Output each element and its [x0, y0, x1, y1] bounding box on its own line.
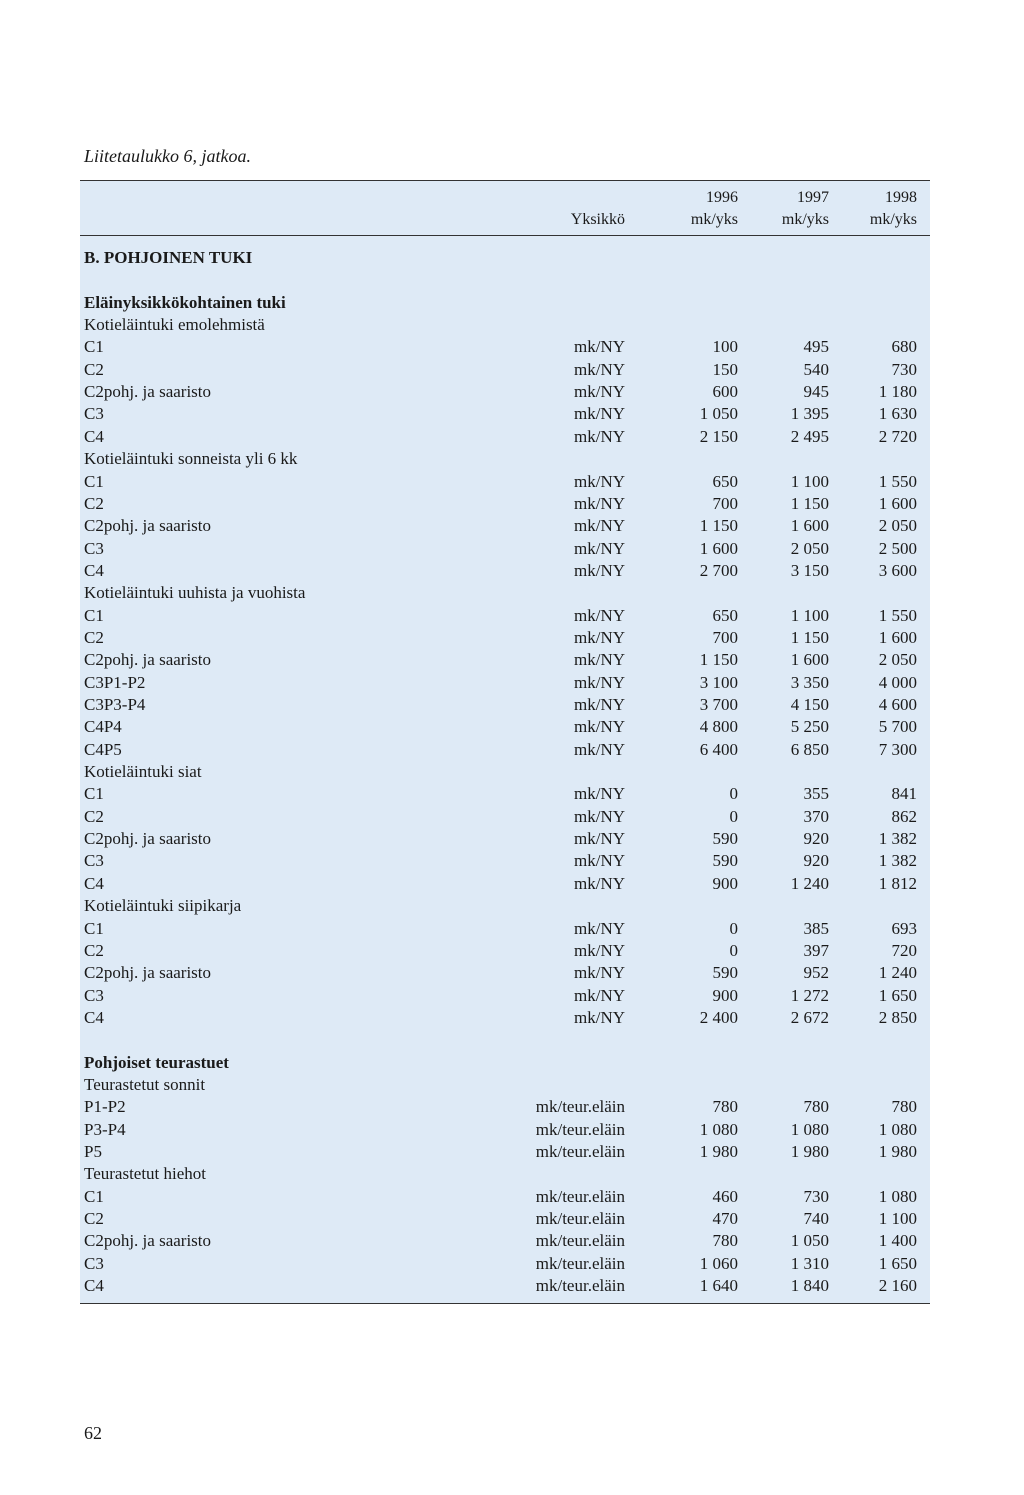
value-1998: 1 080	[878, 1119, 917, 1139]
row-unit: mk/teur.eläin	[535, 1209, 625, 1229]
value-1996: 780	[712, 1231, 738, 1251]
table-row	[80, 247, 930, 269]
table-row	[80, 1096, 930, 1118]
value-1997: 1 980	[790, 1142, 829, 1161]
value-1996: 700	[712, 493, 738, 513]
table-row	[80, 426, 930, 448]
year-header: 1998	[885, 189, 917, 206]
row-label: C2pohj. ja saaristo	[84, 963, 212, 983]
row-label: C2	[84, 359, 104, 379]
row-unit: mk/NY	[574, 985, 625, 1005]
value-1998: 1 630	[878, 404, 917, 424]
row-label: C3P3-P4	[84, 695, 146, 714]
table-row	[80, 1119, 930, 1141]
table-row	[80, 739, 930, 761]
row-label: C4	[84, 873, 104, 893]
table-row	[80, 1230, 930, 1252]
row-label: C2pohj. ja saaristo	[84, 516, 212, 536]
row-unit: mk/NY	[574, 471, 625, 491]
row-unit: mk/teur.eläin	[535, 1097, 625, 1117]
row-label: Kotieläintuki sonneista yli 6 kk	[84, 449, 298, 469]
row-label: Teurastetut sonnit	[84, 1074, 206, 1094]
value-1996: 2 700	[699, 560, 738, 580]
value-1997: 5 250	[790, 717, 829, 737]
row-unit: mk/NY	[574, 627, 625, 647]
value-1997: 1 100	[790, 605, 829, 625]
value-1997: 730	[803, 1186, 829, 1206]
value-1996: 650	[712, 471, 738, 491]
year-unit-header: mk/yks	[869, 211, 917, 228]
row-unit: mk/NY	[574, 695, 625, 714]
table-row	[80, 493, 930, 515]
value-1996: 590	[712, 829, 738, 849]
value-1996: 100	[712, 337, 738, 357]
year-unit-header: mk/yks	[690, 211, 738, 228]
row-unit: mk/NY	[574, 426, 625, 446]
table-row	[80, 292, 930, 314]
row-label: C2	[84, 1209, 104, 1229]
table-row	[80, 694, 930, 716]
value-1997: 952	[803, 963, 829, 983]
row-unit: mk/NY	[574, 918, 625, 938]
value-1996: 900	[712, 873, 738, 893]
value-1998: 1 382	[878, 851, 917, 871]
row-label: P3-P4	[84, 1119, 126, 1139]
value-1996: 0	[729, 784, 738, 804]
row-label: Kotieläintuki uuhista ja vuohista	[84, 583, 306, 603]
table-row	[80, 649, 930, 671]
value-1997: 1 840	[790, 1276, 829, 1296]
row-unit: mk/NY	[574, 717, 625, 737]
table-row	[80, 1208, 930, 1230]
value-1996: 470	[712, 1209, 738, 1229]
year-unit-header: mk/yks	[781, 211, 829, 228]
value-1996: 590	[712, 851, 738, 871]
row-label: C1	[84, 784, 104, 804]
table-row	[80, 1253, 930, 1275]
value-1996: 1 060	[699, 1253, 738, 1273]
row-unit: mk/teur.eläin	[535, 1253, 625, 1273]
row-unit: mk/NY	[574, 1007, 625, 1027]
value-1996: 1 150	[699, 516, 738, 536]
value-1997: 6 850	[790, 739, 829, 759]
value-1998: 1 240	[878, 963, 917, 983]
value-1998: 5 700	[878, 717, 917, 737]
row-label: Eläinyksikkökohtainen tuki	[84, 292, 286, 312]
row-label: C4	[84, 560, 104, 580]
value-1997: 920	[803, 829, 829, 849]
row-label: C3	[84, 404, 104, 424]
value-1997: 540	[803, 359, 829, 379]
value-1998: 2 720	[878, 426, 917, 446]
table-row	[80, 627, 930, 649]
row-unit: mk/NY	[574, 851, 625, 871]
value-1996: 1 150	[699, 650, 738, 670]
value-1998: 1 550	[878, 471, 917, 491]
value-1997: 1 100	[790, 471, 829, 491]
value-1998: 1 550	[878, 605, 917, 625]
value-1997: 1 310	[790, 1253, 829, 1273]
row-unit: mk/NY	[574, 650, 625, 670]
value-1997: 3 350	[790, 672, 829, 692]
value-1998: 1 400	[878, 1231, 917, 1251]
value-1998: 1 100	[878, 1209, 917, 1229]
value-1998: 2 050	[878, 650, 917, 670]
value-1998: 1 600	[878, 493, 917, 513]
value-1997: 780	[803, 1097, 829, 1117]
table-row	[80, 783, 930, 805]
table-row	[80, 716, 930, 738]
value-1997: 1 050	[790, 1231, 829, 1251]
row-label: C3	[84, 985, 104, 1005]
row-label: C4	[84, 1276, 104, 1296]
table-row	[80, 1275, 930, 1297]
table-row	[80, 1141, 930, 1163]
value-1996: 0	[729, 806, 738, 826]
unit-column-header: Yksikkö	[570, 211, 625, 228]
row-label: C1	[84, 471, 104, 491]
value-1996: 4 800	[699, 717, 738, 737]
value-1997: 2 672	[790, 1007, 829, 1027]
row-label: C1	[84, 605, 104, 625]
row-unit: mk/NY	[574, 404, 625, 424]
value-1997: 1 600	[790, 516, 829, 536]
value-1998: 1 650	[878, 985, 917, 1005]
table-row	[80, 895, 930, 917]
value-1997: 385	[803, 918, 829, 938]
value-1996: 6 400	[699, 739, 738, 759]
table-row	[80, 1074, 930, 1096]
row-unit: mk/NY	[574, 940, 625, 960]
table-row	[80, 806, 930, 828]
table-row	[80, 940, 930, 962]
value-1998: 1 382	[878, 829, 917, 849]
value-1998: 1 180	[878, 382, 917, 402]
table-row	[80, 515, 930, 537]
row-label: Pohjoiset teurastuet	[84, 1052, 229, 1072]
row-label: C2	[84, 627, 104, 647]
value-1998: 7 300	[878, 739, 917, 759]
value-1998: 1 650	[878, 1253, 917, 1273]
table-header	[80, 181, 930, 236]
table-row	[80, 359, 930, 381]
value-1998: 3 600	[878, 560, 917, 580]
value-1997: 2 050	[790, 538, 829, 558]
year-header: 1997	[797, 189, 829, 206]
row-label: C4	[84, 426, 104, 446]
row-label: Teurastetut hiehot	[84, 1164, 207, 1184]
value-1998: 2 160	[878, 1276, 917, 1296]
value-1996: 700	[712, 627, 738, 647]
row-label: C3P1-P2	[84, 672, 146, 692]
row-label: C3	[84, 851, 104, 871]
row-label: C2	[84, 940, 104, 960]
row-unit: mk/NY	[574, 538, 625, 558]
value-1996: 0	[729, 940, 738, 960]
value-1996: 1 080	[699, 1119, 738, 1139]
row-label: C3	[84, 1253, 104, 1273]
row-unit: mk/NY	[574, 784, 625, 804]
value-1997: 3 150	[790, 560, 829, 580]
row-unit: mk/NY	[574, 382, 625, 402]
table-row	[80, 1163, 930, 1185]
table-row	[80, 448, 930, 470]
value-1996: 1 640	[699, 1276, 738, 1296]
table-row	[80, 962, 930, 984]
table-row	[80, 985, 930, 1007]
row-label: C4	[84, 1007, 104, 1027]
table-row	[80, 269, 930, 291]
value-1996: 1 050	[699, 404, 738, 424]
value-1997: 1 240	[790, 873, 829, 893]
row-unit: mk/NY	[574, 359, 625, 379]
row-label: C1	[84, 918, 104, 938]
value-1997: 2 495	[790, 426, 829, 446]
row-label: Kotieläintuki siat	[84, 762, 202, 782]
table-row	[80, 850, 930, 872]
value-1997: 355	[803, 784, 829, 804]
table-row	[80, 403, 930, 425]
row-label: P1-P2	[84, 1097, 126, 1117]
value-1998: 2 500	[878, 538, 917, 558]
row-label: C2	[84, 806, 104, 826]
value-1998: 1 980	[878, 1142, 917, 1161]
value-1997: 4 150	[790, 695, 829, 714]
value-1996: 0	[729, 918, 738, 938]
value-1998: 1 812	[878, 873, 917, 893]
row-unit: mk/teur.eläin	[535, 1119, 625, 1139]
value-1998: 841	[891, 784, 917, 804]
table-row	[80, 381, 930, 403]
table-row	[80, 1029, 930, 1051]
value-1998: 780	[891, 1097, 917, 1117]
table-row	[80, 605, 930, 627]
value-1997: 945	[803, 382, 829, 402]
value-1998: 680	[891, 337, 917, 357]
row-label: C2pohj. ja saaristo	[84, 829, 212, 849]
row-unit: mk/teur.eläin	[535, 1276, 625, 1296]
table-row	[80, 1052, 930, 1074]
value-1997: 740	[803, 1209, 829, 1229]
table-row	[80, 1186, 930, 1208]
value-1997: 397	[803, 940, 829, 960]
row-unit: mk/NY	[574, 873, 625, 893]
value-1997: 1 150	[790, 627, 829, 647]
row-label: C4P4	[84, 717, 122, 737]
row-unit: mk/teur.eläin	[535, 1231, 625, 1251]
value-1996: 3 700	[699, 695, 738, 714]
table-row	[80, 918, 930, 940]
value-1998: 2 050	[878, 516, 917, 536]
value-1996: 2 400	[699, 1007, 738, 1027]
table-row	[80, 471, 930, 493]
value-1997: 920	[803, 851, 829, 871]
row-label: B. POHJOINEN TUKI	[84, 248, 253, 267]
row-label: C2pohj. ja saaristo	[84, 382, 212, 402]
value-1996: 150	[712, 359, 738, 379]
value-1996: 900	[712, 985, 738, 1005]
table-row	[80, 1007, 930, 1029]
row-unit: mk/NY	[574, 672, 625, 692]
value-1996: 2 150	[699, 426, 738, 446]
row-label: C2pohj. ja saaristo	[84, 1231, 212, 1251]
row-label: Kotieläintuki emolehmistä	[84, 315, 265, 335]
row-label: C1	[84, 1186, 104, 1206]
value-1997: 1 600	[790, 650, 829, 670]
row-unit: mk/NY	[574, 963, 625, 983]
value-1997: 1 395	[790, 404, 829, 424]
value-1998: 1 080	[878, 1186, 917, 1206]
row-unit: mk/NY	[574, 739, 625, 759]
value-1996: 780	[712, 1097, 738, 1117]
table-row	[80, 761, 930, 783]
row-unit: mk/NY	[574, 337, 625, 357]
value-1996: 3 100	[699, 672, 738, 692]
value-1998: 862	[891, 806, 917, 826]
value-1997: 1 080	[790, 1119, 829, 1139]
row-unit: mk/NY	[574, 516, 625, 536]
table-row	[80, 560, 930, 582]
row-label: C2pohj. ja saaristo	[84, 650, 212, 670]
table-row	[80, 314, 930, 336]
value-1996: 600	[712, 382, 738, 402]
value-1998: 2 850	[878, 1007, 917, 1027]
row-unit: mk/NY	[574, 560, 625, 580]
row-label: C1	[84, 337, 104, 357]
row-label: C4P5	[84, 739, 122, 759]
data-table	[80, 180, 930, 1304]
table-row	[80, 672, 930, 694]
row-label: Kotieläintuki siipikarja	[84, 896, 242, 916]
value-1998: 720	[891, 940, 917, 960]
value-1997: 370	[803, 806, 829, 826]
row-label: C2	[84, 493, 104, 513]
value-1997: 1 150	[790, 493, 829, 513]
table-row	[80, 828, 930, 850]
row-unit: mk/NY	[574, 605, 625, 625]
row-label: C3	[84, 538, 104, 558]
value-1996: 590	[712, 963, 738, 983]
value-1998: 1 600	[878, 627, 917, 647]
row-unit: mk/NY	[574, 806, 625, 826]
value-1998: 4 000	[878, 672, 917, 692]
value-1996: 460	[712, 1186, 738, 1206]
row-unit: mk/NY	[574, 493, 625, 513]
value-1997: 1 272	[790, 985, 829, 1005]
table-row	[80, 538, 930, 560]
table-row	[80, 582, 930, 604]
value-1996: 1 980	[699, 1142, 738, 1161]
row-label: P5	[84, 1142, 102, 1161]
value-1996: 650	[712, 605, 738, 625]
value-1997: 495	[803, 337, 829, 357]
table-row	[80, 336, 930, 358]
value-1996: 1 600	[699, 538, 738, 558]
value-1998: 693	[891, 918, 917, 938]
row-unit: mk/NY	[574, 829, 625, 849]
year-header: 1996	[706, 189, 738, 206]
row-unit: mk/teur.eläin	[535, 1186, 625, 1206]
value-1998: 730	[891, 359, 917, 379]
page-number: 62	[84, 1423, 102, 1443]
value-1998: 4 600	[878, 695, 917, 714]
table-caption: Liitetaulukko 6, jatkoa.	[84, 146, 251, 166]
table-row	[80, 873, 930, 895]
row-unit: mk/teur.eläin	[535, 1142, 625, 1161]
